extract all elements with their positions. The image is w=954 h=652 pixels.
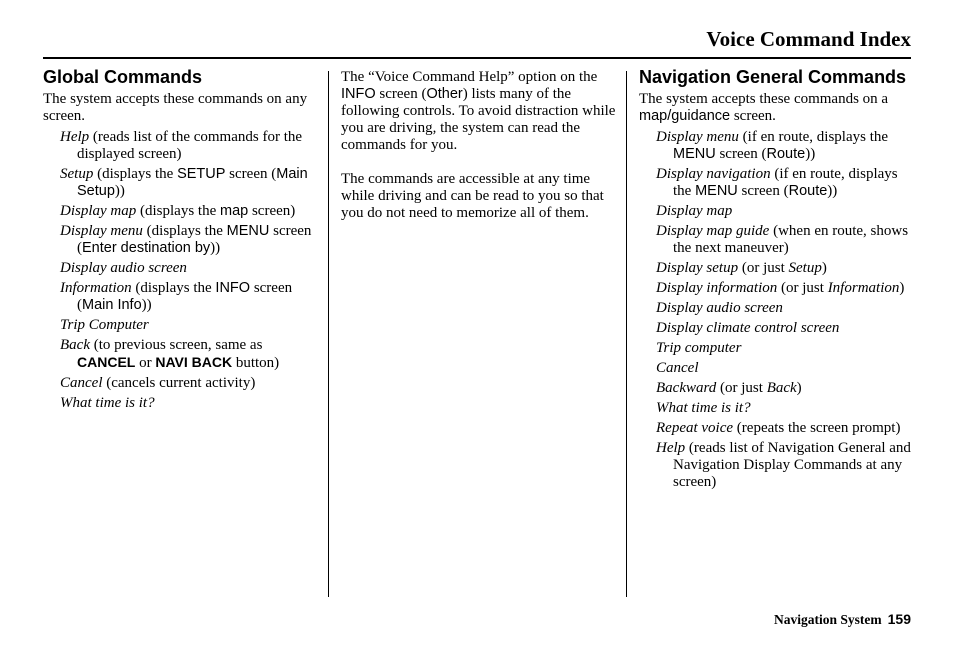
list-item: Cancel — [656, 360, 699, 376]
list-item: Display navigation (if en route, displays the MENU screen (Route)) — [656, 166, 898, 199]
column-divider — [626, 71, 627, 597]
paragraph: The “Voice Command Help” option on the INFO screen (Other) lists many of the following controls. To avoid distraction while you are driving, the system can read the commands for you. — [341, 69, 616, 153]
list-item: Trip computer — [656, 340, 742, 356]
list-item: Help (reads list of Navigation General and Navigation Display Commands at any screen) — [656, 440, 911, 490]
list-item: What time is it? — [656, 400, 751, 416]
list-item: Display map — [656, 203, 733, 219]
column-divider — [328, 71, 329, 597]
global-commands-section — [43, 67, 319, 415]
list-item: Backward (or just Back) — [656, 380, 802, 396]
list-item: Display information (or just Information) — [656, 280, 905, 296]
list-item: Back (to previous screen, same as CANCEL or NAVI BACK button) — [60, 337, 280, 371]
list-item: Display audio screen — [656, 300, 783, 316]
list-item: Display audio screen — [60, 260, 187, 276]
paragraph: The commands are accessible at any time while driving and can be read to you so that you do not need to memorize all of them. — [341, 171, 604, 221]
list-item: Display map (displays the map screen) — [60, 203, 296, 219]
list-item: Display menu (displays the MENU screen (Enter destination by)) — [60, 223, 312, 256]
section-heading: Navigation General Commands — [639, 67, 907, 87]
list-item: Display menu (if en route, displays the MENU screen (Route)) — [656, 129, 889, 162]
list-item: Display setup (or just Setup) — [656, 260, 827, 276]
list-item: Help (reads list of the commands for the displayed screen) — [60, 129, 303, 162]
list-item: What time is it? — [60, 395, 155, 411]
voice-help-section — [341, 69, 616, 239]
list-item: Cancel (cancels current activity) — [60, 375, 256, 391]
page-footer — [774, 611, 911, 628]
list-item: Display map guide (when en route, shows the next maneuver) — [656, 223, 909, 256]
list-item: Repeat voice (repeats the screen prompt) — [656, 420, 901, 436]
list-item: Information (displays the INFO screen (Main Info)) — [60, 280, 293, 313]
title-rule — [43, 57, 911, 59]
section-intro: The system accepts these commands on a map/guidance screen. — [639, 91, 889, 124]
section-heading: Global Commands — [43, 67, 203, 87]
section-intro: The system accepts these commands on any screen. — [43, 91, 308, 124]
footer-section-name: Navigation System — [774, 612, 882, 627]
navigation-commands-section — [639, 67, 911, 494]
command-list — [43, 129, 319, 412]
page-title: Voice Command Index — [706, 27, 911, 51]
list-item: Setup (displays the SETUP screen (Main Setup)) — [60, 166, 308, 199]
list-item: Trip Computer — [60, 317, 149, 333]
list-item: Display climate control screen — [656, 320, 840, 336]
command-list — [639, 129, 911, 491]
page-number: 159 — [887, 611, 911, 627]
